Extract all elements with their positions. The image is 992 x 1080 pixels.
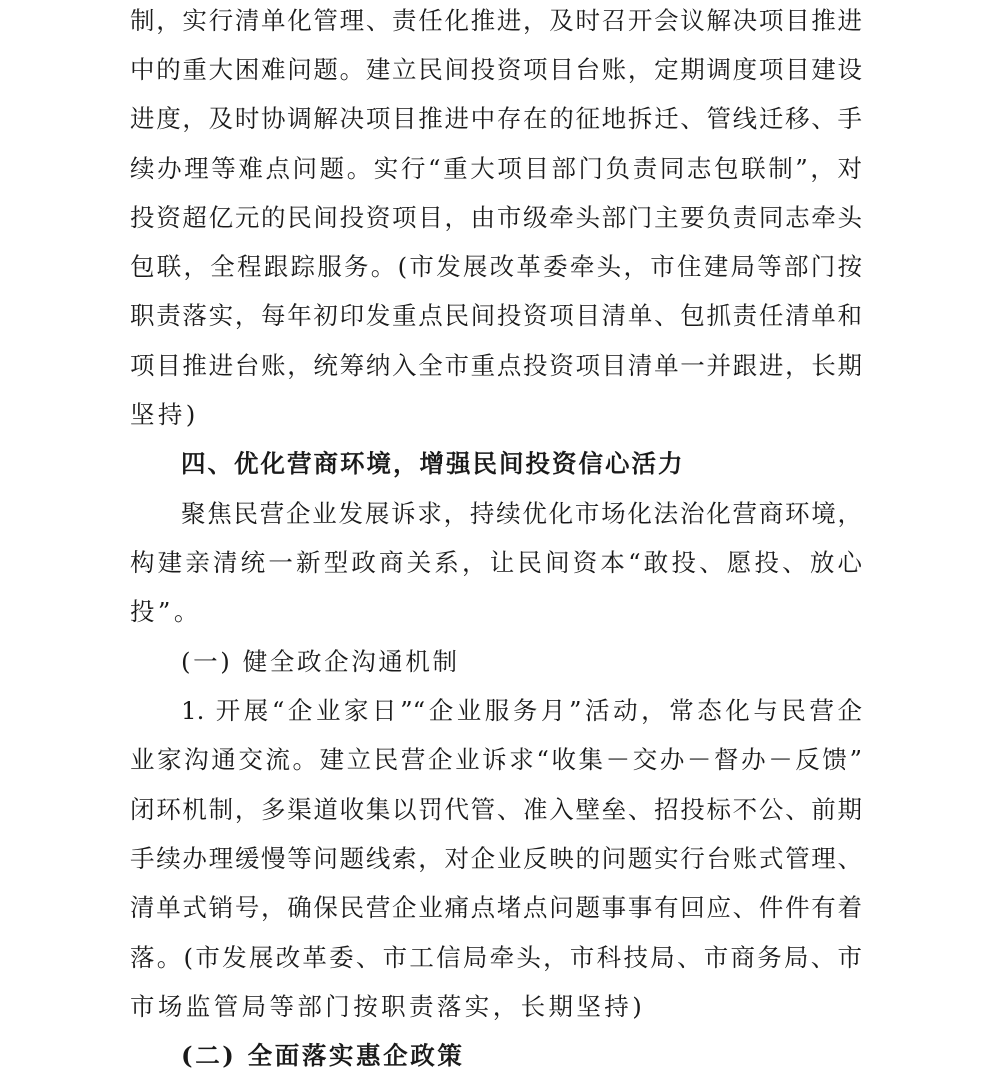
body-text-line: 中的重大困难问题。建立民间投资项目台账，定期调度项目建设 [130,55,862,84]
body-text-line: 进度，及时协调解决项目推进中存在的征地拆迁、管线迁移、手 [130,104,862,133]
body-text-line: 1. 开展“企业家日”“企业服务月”活动，常态化与民营企 [181,696,862,725]
body-text-line: 制，实行清单化管理、责任化推进，及时召开会议解决项目推进 [130,6,862,35]
body-text-line: 项目推进台账，统筹纳入全市重点投资项目清单一并跟进，长期 [130,351,862,380]
subsection-heading: (二) 全面落实惠企政策 [181,1041,465,1070]
subsection-heading: (一) 健全政企沟通机制 [181,647,460,676]
body-text-line: 业家沟通交流。建立民营企业诉求“收集－交办－督办－反馈” [130,745,862,774]
body-text-line: 落。(市发展改革委、市工信局牵头，市科技局、市商务局、市 [130,943,862,972]
body-text-line: 手续办理缓慢等问题线索，对企业反映的问题实行台账式管理、 [130,844,862,873]
body-text-line: 包联，全程跟踪服务。(市发展改革委牵头，市住建局等部门按 [130,252,862,281]
body-text-line: 构建亲清统一新型政商关系，让民间资本“敢投、愿投、放心 [130,548,862,577]
body-text-line: 坚持) [130,400,199,429]
body-text-line: 市场监管局等部门按职责落实，长期坚持) [130,992,646,1021]
body-text-line: 聚焦民营企业发展诉求，持续优化市场化法治化营商环境， [181,499,862,528]
body-text-line: 清单式销号，确保民营企业痛点堵点问题事事有回应、件件有着 [130,893,862,922]
body-text-line: 投资超亿元的民间投资项目，由市级牵头部门主要负责同志牵头 [130,203,862,232]
body-text-line: 续办理等难点问题。实行“重大项目部门负责同志包联制”，对 [130,154,862,183]
body-text-line: 闭环机制，多渠道收集以罚代管、准入壁垒、招投标不公、前期 [130,795,862,824]
body-text-line: 职责落实，每年初印发重点民间投资项目清单、包抓责任清单和 [130,301,862,330]
body-text-line: 投”。 [130,597,202,626]
section-heading: 四、优化营商环境，增强民间投资信心活力 [181,449,685,478]
